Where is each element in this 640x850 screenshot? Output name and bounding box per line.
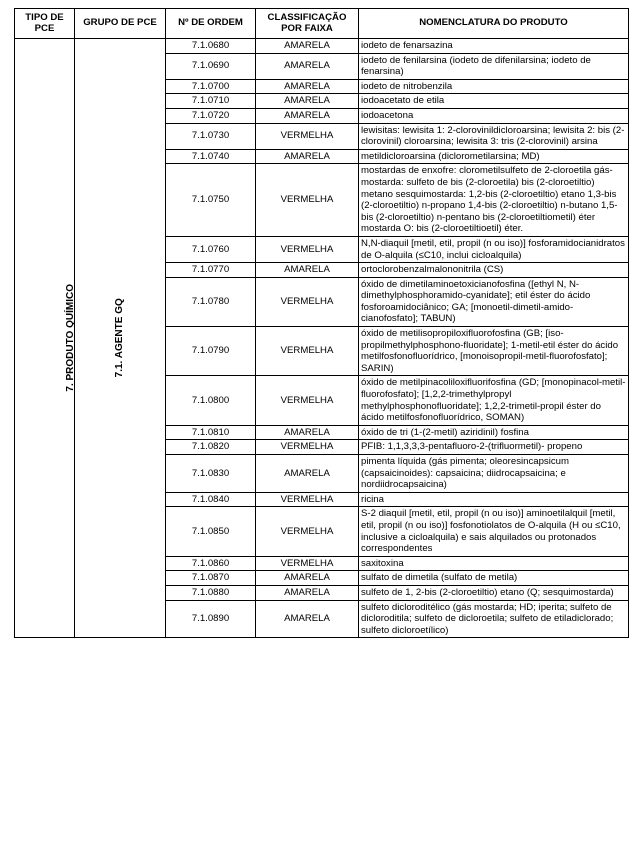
- ordem-cell: 7.1.0820: [166, 440, 256, 455]
- ordem-cell: 7.1.0760: [166, 236, 256, 262]
- ordem-cell: 7.1.0730: [166, 123, 256, 149]
- ordem-cell: 7.1.0710: [166, 94, 256, 109]
- nomenclatura-cell: PFIB: 1,1,3,3,3-pentafluoro-2-(trifluormetil)- propeno: [359, 440, 629, 455]
- ordem-cell: 7.1.0790: [166, 327, 256, 376]
- header-row: [15, 9, 629, 39]
- ordem-cell: 7.1.0720: [166, 108, 256, 123]
- faixa-cell: AMARELA: [256, 585, 359, 600]
- nomenclatura-cell: óxido de dimetilaminoetoxicianofosfina ([ethyl N, N-dimethylphosphoramido-cyanidate]; etil éster do ácido fosforoamidociânico; GA; [monoetil-dimetil-amido-cianofosfato]; TABUN): [359, 277, 629, 326]
- nomenclatura-cell: sulfeto de 1, 2-bis (2-cloroetiltio) etano (Q; sesquimostarda): [359, 585, 629, 600]
- faixa-cell: VERMELHA: [256, 236, 359, 262]
- faixa-cell: VERMELHA: [256, 507, 359, 556]
- faixa-cell: VERMELHA: [256, 376, 359, 425]
- nomenclatura-cell: sulfeto dicloroditélico (gás mostarda; HD; iperita; sulfeto de dicloroditila; sulfeto de dicloroetila; sulfeto de etiladiclorado; sulfeto dicloroetílico): [359, 600, 629, 638]
- ordem-cell: 7.1.0700: [166, 79, 256, 94]
- nomenclatura-cell: sulfato de dimetila (sulfato de metila): [359, 571, 629, 586]
- faixa-cell: VERMELHA: [256, 556, 359, 571]
- nomenclatura-cell: metildicloroarsina (diclorometilarsina; MD): [359, 149, 629, 164]
- ordem-cell: 7.1.0780: [166, 277, 256, 326]
- faixa-cell: AMARELA: [256, 149, 359, 164]
- faixa-cell: AMARELA: [256, 79, 359, 94]
- nomenclatura-cell: óxido de metilpinacoliloxifluorifosfina (GD; [monopinacol-metil-fluorofosfato]; [1,2,2-trimethylpropyl methylphosphonofluoridate]; 1,2,2-trimetil-propil éster do ácido metilfosfonofluorídrico, SOMAN): [359, 376, 629, 425]
- nomenclatura-cell: lewisitas: lewisita 1: 2-clorovinildicloroarsina; lewisita 2: bis (2-clorovinil) cloroarsina; lewisita 3: tris (2-clorovinil) arsina: [359, 123, 629, 149]
- faixa-cell: AMARELA: [256, 108, 359, 123]
- ordem-cell: 7.1.0850: [166, 507, 256, 556]
- faixa-cell: AMARELA: [256, 455, 359, 493]
- ordem-cell: 7.1.0680: [166, 39, 256, 54]
- faixa-cell: VERMELHA: [256, 440, 359, 455]
- pce-table: [14, 8, 629, 638]
- nomenclatura-cell: iodeto de fenilarsina (iodeto de difenilarsina; iodeto de fenarsina): [359, 53, 629, 79]
- nomenclatura-cell: saxitoxina: [359, 556, 629, 571]
- header-grupo: GRUPO DE PCE: [75, 9, 166, 39]
- tipo-label: 7. PRODUTO QUÍMICO: [65, 284, 77, 392]
- faixa-cell: VERMELHA: [256, 277, 359, 326]
- ordem-cell: 7.1.0690: [166, 53, 256, 79]
- faixa-cell: VERMELHA: [256, 123, 359, 149]
- header-tipo: TIPO DE PCE: [15, 9, 75, 39]
- ordem-cell: 7.1.0750: [166, 164, 256, 237]
- ordem-cell: 7.1.0880: [166, 585, 256, 600]
- faixa-cell: VERMELHA: [256, 164, 359, 237]
- ordem-cell: 7.1.0770: [166, 263, 256, 278]
- faixa-cell: VERMELHA: [256, 327, 359, 376]
- faixa-cell: AMARELA: [256, 53, 359, 79]
- grupo-cell: [75, 39, 166, 638]
- faixa-cell: VERMELHA: [256, 492, 359, 507]
- header-nomenclatura: NOMENCLATURA DO PRODUTO: [359, 9, 629, 39]
- faixa-cell: AMARELA: [256, 571, 359, 586]
- nomenclatura-cell: pimenta líquida (gás pimenta; oleoresincapsicum (capsaicinoides): capsaicina; diidrocapsaicina; e nordiidrocapsaicina): [359, 455, 629, 493]
- nomenclatura-cell: iodeto de fenarsazina: [359, 39, 629, 54]
- nomenclatura-cell: iodoacetona: [359, 108, 629, 123]
- faixa-cell: AMARELA: [256, 39, 359, 54]
- table-body: [15, 39, 629, 638]
- ordem-cell: 7.1.0800: [166, 376, 256, 425]
- faixa-cell: AMARELA: [256, 600, 359, 638]
- nomenclatura-cell: S-2 diaquil [metil, etil, propil (n ou iso)] aminoetilalquil [metil, etil, propil (n ou iso)] fosfonotiolatos de O-alquila (H ou ≤C10, inclusive a cicloalquila) e sais alquilados ou protonados correspondentes: [359, 507, 629, 556]
- header-classificacao: CLASSIFICAÇÃO POR FAIXA: [256, 9, 359, 39]
- header-ordem: Nº DE ORDEM: [166, 9, 256, 39]
- ordem-cell: 7.1.0870: [166, 571, 256, 586]
- nomenclatura-cell: óxido de metilisopropiloxifluorofosfina (GB; [iso-propilmethylphosphono-fluoridate]; 1-metil-etil éster do ácido metilfosfonofluorídrico, [monoisopropil-metil-fluorofosfato]; SARIN): [359, 327, 629, 376]
- nomenclatura-cell: mostardas de enxofre: clorometilsulfeto de 2-cloroetila gás-mostarda: sulfeto de bis (2-cloroetila) bis (2-cloroetiltio) metano sesquimostarda: 1,2-bis (2-cloroetiltio) etano 1,3-bis (2-cloroetiltio) n-propano 1,4-bis (2-cloroetiltio) n-butano 1,5-bis (2-cloroetiltio) n-pentano bis (2-cloroetiltiometil) éter mostarda O: bis (2-cloroetiltioetil) éter.: [359, 164, 629, 237]
- nomenclatura-cell: N,N-diaquil [metil, etil, propil (n ou iso)] fosforamidocianidratos de O-alquila (≤C10, inclui cicloalquila): [359, 236, 629, 262]
- grupo-label: 7.1. AGENTE GQ: [114, 298, 126, 378]
- nomenclatura-cell: iodoacetato de etila: [359, 94, 629, 109]
- ordem-cell: 7.1.0890: [166, 600, 256, 638]
- ordem-cell: 7.1.0740: [166, 149, 256, 164]
- faixa-cell: AMARELA: [256, 425, 359, 440]
- nomenclatura-cell: ricina: [359, 492, 629, 507]
- ordem-cell: 7.1.0810: [166, 425, 256, 440]
- ordem-cell: 7.1.0840: [166, 492, 256, 507]
- table-row: [15, 39, 629, 54]
- tipo-cell: [15, 39, 75, 638]
- faixa-cell: AMARELA: [256, 263, 359, 278]
- ordem-cell: 7.1.0830: [166, 455, 256, 493]
- nomenclatura-cell: ortoclorobenzalmalononitrila (CS): [359, 263, 629, 278]
- faixa-cell: AMARELA: [256, 94, 359, 109]
- nomenclatura-cell: iodeto de nitrobenzila: [359, 79, 629, 94]
- nomenclatura-cell: óxido de tri (1-(2-metil) aziridinil) fosfina: [359, 425, 629, 440]
- ordem-cell: 7.1.0860: [166, 556, 256, 571]
